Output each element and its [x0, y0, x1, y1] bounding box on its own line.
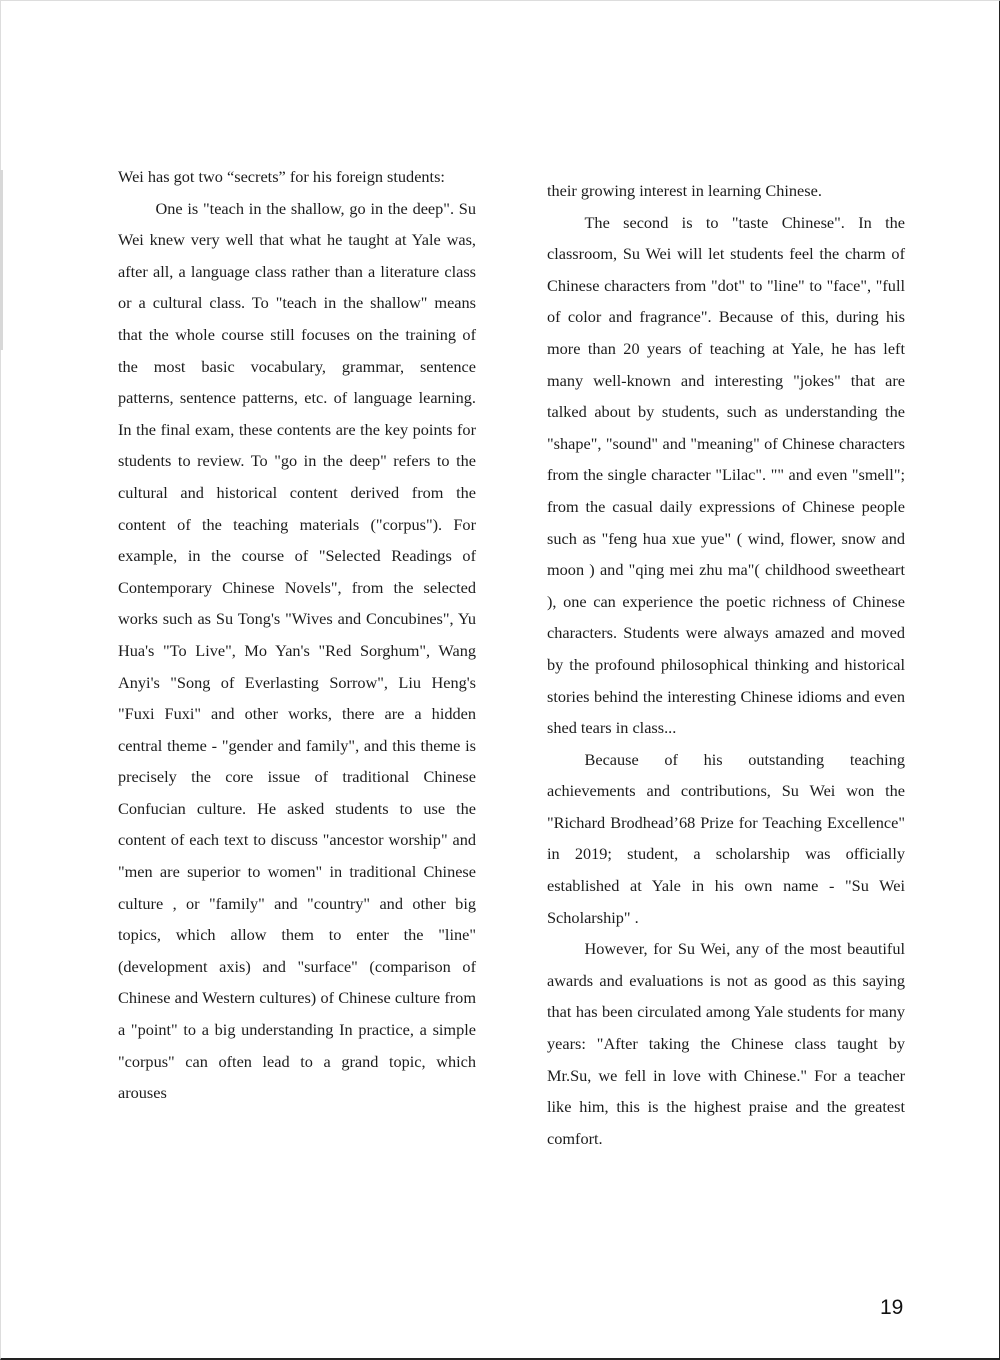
right-paragraph-1: their growing interest in learning Chinese. [547, 181, 822, 200]
page-number: 19 [880, 1296, 904, 1319]
left-paragraph-1: Wei has got two “secrets” for his foreign students: [118, 167, 445, 186]
right-paragraph-4: However, for Su Wei, any of the most beautiful awards and evaluations is not as good as this saying that has been circulated among Yale students for many years: "After taking the Chinese class taught by Mr.Su, we fell in love with Chinese." For a teacher like him, this is the highest praise and the greatest comfort. [547, 939, 905, 1148]
left-text-column [118, 161, 476, 1109]
binding-edge-mark [0, 170, 3, 350]
right-paragraph-2: The second is to "taste Chinese". In the classroom, Su Wei will let students feel the charm of Chinese characters from "dot" to "line" to "face", "full of color and fragrance". Because of this, during his more than 20 years of teaching at Yale, he has left many well-known and interesting "jokes" that are talked about by students, such as understanding the "shape", "sound" and "meaning" of Chinese characters from the single character "Lilac". "" and even "smell"; from the casual daily expressions of Chinese people such as "feng hua xue yue" ( wind, flower, snow and moon ) and "qing mei zhu ma"( childhood sweetheart ), one can experience the poetic richness of Chinese characters. Students were always amazed and moved by the profound philosophical thinking and historical stories behind the interesting Chinese idioms and even shed tears in class... [547, 212, 905, 738]
left-paragraph-2: One is "teach in the shallow, go in the deep". Su Wei knew very well that what he taught at Yale was, after all, a language class rather than a literature class or a cultural class. To "teach in the shallow" means that the whole course still focuses on the training of the most basic vocabulary, grammar, sentence patterns, sentence patterns, etc. of language learning. In the final exam, these contents are the key points for students to review. To "go in the deep" refers to the cultural and historical content derived from the content of the teaching materials ("corpus"). For example, in the course of "Selected Readings of Contemporary Chinese Novels", from the selected works such as Su Tong's "Wives and Concubines", Yu Hua's "To Live", Mo Yan's "Red Sorghum", Wang Anyi's "Song of Everlasting Sorrow", Liu Heng's "Fuxi Fuxi" and other works, there are a hidden central theme - "gender and family", and this theme is precisely the core issue of traditional Chinese Confucian culture. He asked students to use the content of each text to discuss "ancestor worship" and "men are superior to women" in traditional Chinese culture , or "family" and "country" and other big topics, which allow them to enter the "line" (development axis) and "surface" (comparison of Chinese and Western cultures) of Chinese culture from a "point" to a big understanding In practice, a simple "corpus" can often lead to a grand topic, which arouses [118, 198, 476, 1103]
right-text-column [547, 175, 905, 1154]
right-paragraph-3: Because of his outstanding teaching achievements and contributions, Su Wei won the "Richard Brodhead’68 Prize for Teaching Excellence" in 2019; student, a scholarship was officially established at Yale in his own name - "Su Wei Scholarship" . [547, 749, 905, 927]
